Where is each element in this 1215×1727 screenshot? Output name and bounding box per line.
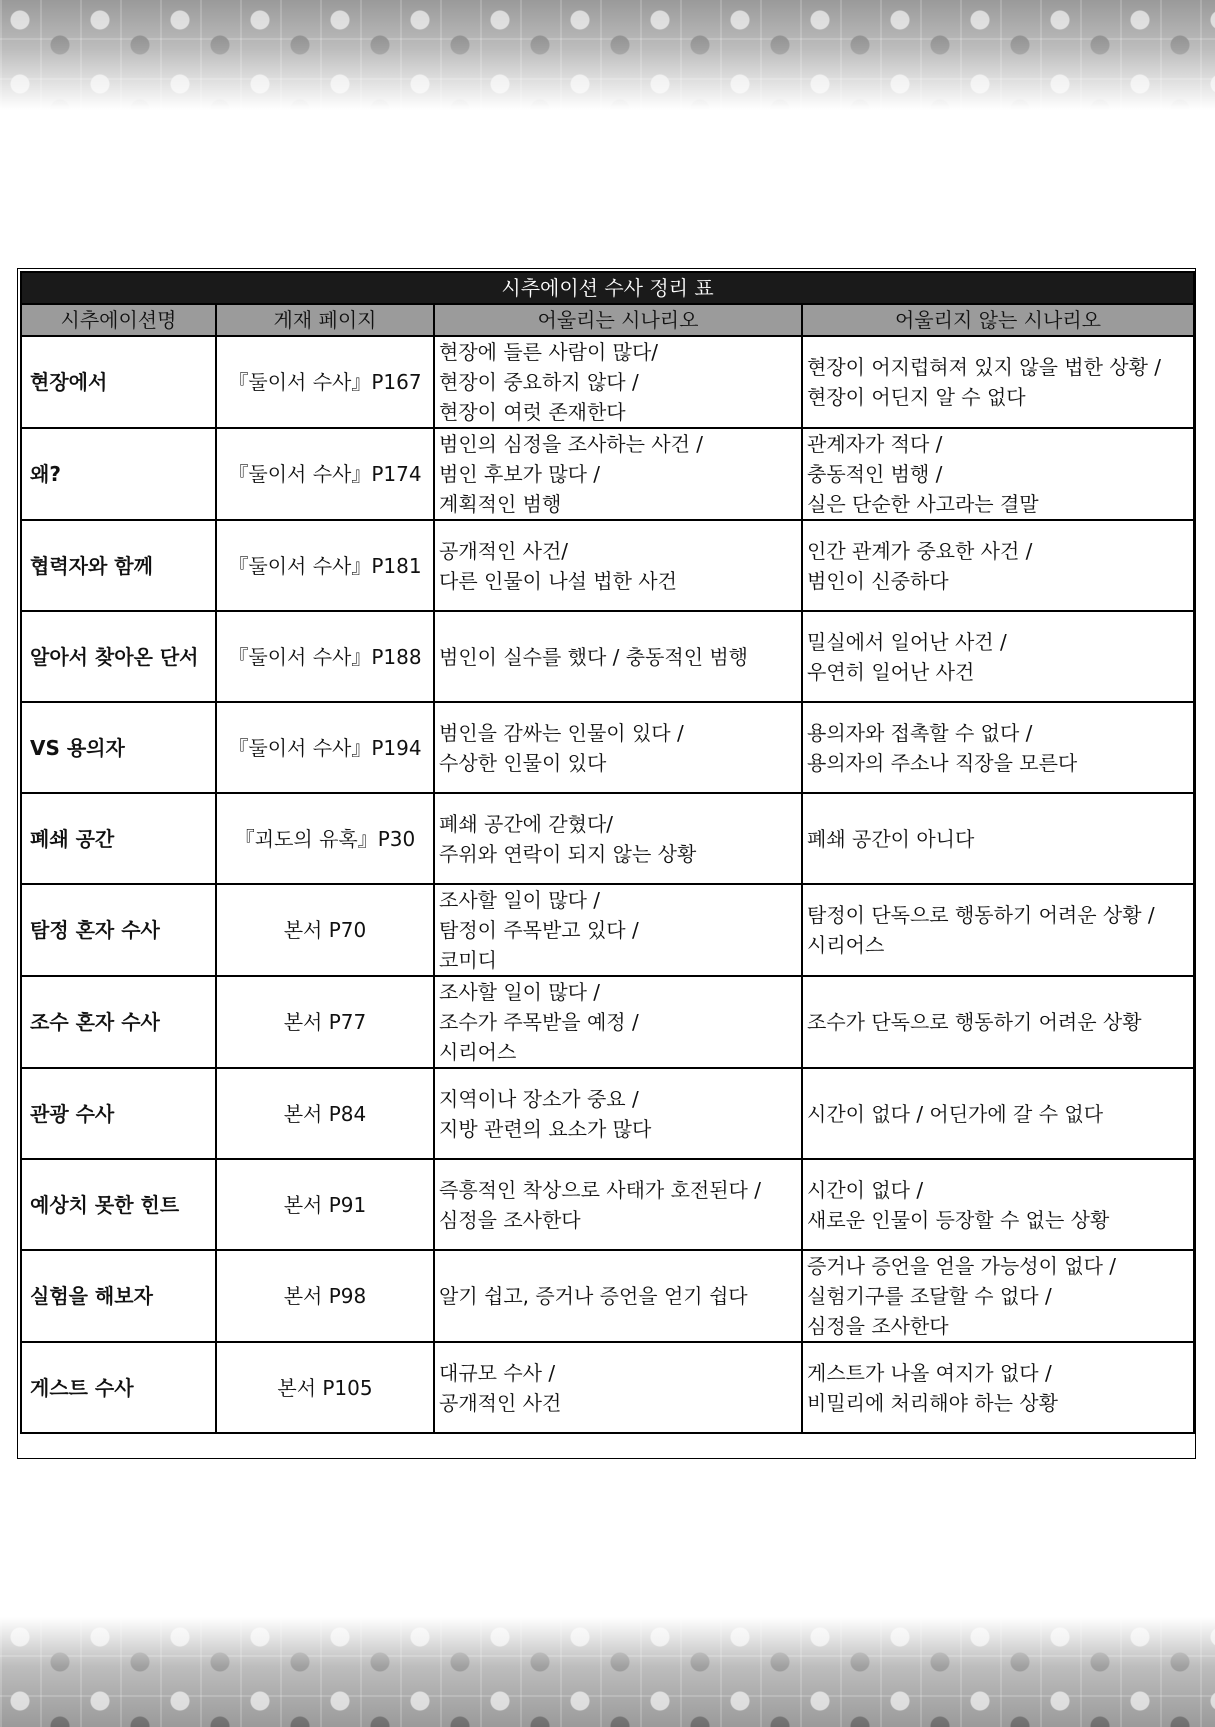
unsuitable-scenario: 시간이 없다 / 어딘가에 갈 수 없다 xyxy=(802,1068,1194,1159)
table-title: 시추에이션 수사 정리 표 xyxy=(21,272,1194,304)
unsuitable-scenario: 관계자가 적다 / 충동적인 범행 / 실은 단순한 사고라는 결말 xyxy=(802,428,1194,520)
situation-name: VS 용의자 xyxy=(21,702,216,793)
situation-name: 현장에서 xyxy=(21,336,216,428)
situation-summary-table xyxy=(20,271,1195,1434)
page-reference: 『둘이서 수사』P194 xyxy=(216,702,434,793)
situation-table-frame xyxy=(17,268,1196,1459)
table-row xyxy=(21,702,1194,793)
page-reference: 『둘이서 수사』P181 xyxy=(216,520,434,611)
situation-name: 협력자와 함께 xyxy=(21,520,216,611)
header-unsuitable-scenario: 어울리지 않는 시나리오 xyxy=(802,304,1194,336)
page-reference: 본서 P91 xyxy=(216,1159,434,1250)
header-page: 게재 페이지 xyxy=(216,304,434,336)
suitable-scenario: 조사할 일이 많다 / 조수가 주목받을 예정 / 시리어스 xyxy=(434,976,802,1068)
table-row xyxy=(21,611,1194,702)
table-row xyxy=(21,520,1194,611)
unsuitable-scenario: 폐쇄 공간이 아니다 xyxy=(802,793,1194,884)
situation-name: 탐정 혼자 수사 xyxy=(21,884,216,976)
table-row xyxy=(21,428,1194,520)
page-reference: 『둘이서 수사』P188 xyxy=(216,611,434,702)
unsuitable-scenario: 용의자와 접촉할 수 없다 / 용의자의 주소나 직장을 모른다 xyxy=(802,702,1194,793)
suitable-scenario: 공개적인 사건/ 다른 인물이 나설 법한 사건 xyxy=(434,520,802,611)
suitable-scenario: 즉흥적인 착상으로 사태가 호전된다 / 심정을 조사한다 xyxy=(434,1159,802,1250)
situation-name: 알아서 찾아온 단서 xyxy=(21,611,216,702)
page-reference: 본서 P77 xyxy=(216,976,434,1068)
situation-name: 폐쇄 공간 xyxy=(21,793,216,884)
header-situation-name: 시추에이션명 xyxy=(21,304,216,336)
table-row xyxy=(21,793,1194,884)
unsuitable-scenario: 인간 관계가 중요한 사건 / 범인이 신중하다 xyxy=(802,520,1194,611)
situation-name: 게스트 수사 xyxy=(21,1342,216,1433)
suitable-scenario: 범인을 감싸는 인물이 있다 / 수상한 인물이 있다 xyxy=(434,702,802,793)
table-row xyxy=(21,976,1194,1068)
table-row xyxy=(21,1250,1194,1342)
suitable-scenario: 대규모 수사 / 공개적인 사건 xyxy=(434,1342,802,1433)
situation-name: 관광 수사 xyxy=(21,1068,216,1159)
unsuitable-scenario: 현장이 어지럽혀져 있지 않을 법한 상황 / 현장이 어딘지 알 수 없다 xyxy=(802,336,1194,428)
unsuitable-scenario: 시간이 없다 / 새로운 인물이 등장할 수 없는 상황 xyxy=(802,1159,1194,1250)
suitable-scenario: 현장에 들른 사람이 많다/ 현장이 중요하지 않다 / 현장이 여럿 존재한다 xyxy=(434,336,802,428)
page-reference: 『둘이서 수사』P167 xyxy=(216,336,434,428)
table-row xyxy=(21,884,1194,976)
situation-name: 실험을 해보자 xyxy=(21,1250,216,1342)
situation-name: 조수 혼자 수사 xyxy=(21,976,216,1068)
header-suitable-scenario: 어울리는 시나리오 xyxy=(434,304,802,336)
unsuitable-scenario: 조수가 단독으로 행동하기 어려운 상황 xyxy=(802,976,1194,1068)
unsuitable-scenario: 게스트가 나올 여지가 없다 / 비밀리에 처리해야 하는 상황 xyxy=(802,1342,1194,1433)
page-reference: 『괴도의 유혹』P30 xyxy=(216,793,434,884)
unsuitable-scenario: 탐정이 단독으로 행동하기 어려운 상황 / 시리어스 xyxy=(802,884,1194,976)
page-reference: 『둘이서 수사』P174 xyxy=(216,428,434,520)
table-row xyxy=(21,336,1194,428)
situation-name: 예상치 못한 힌트 xyxy=(21,1159,216,1250)
suitable-scenario: 범인의 심정을 조사하는 사건 / 범인 후보가 많다 / 계획적인 범행 xyxy=(434,428,802,520)
suitable-scenario: 지역이나 장소가 중요 / 지방 관련의 요소가 많다 xyxy=(434,1068,802,1159)
puzzle-pattern-top xyxy=(0,0,1215,110)
page-reference: 본서 P70 xyxy=(216,884,434,976)
suitable-scenario: 알기 쉽고, 증거나 증언을 얻기 쉽다 xyxy=(434,1250,802,1342)
unsuitable-scenario: 증거나 증언을 얻을 가능성이 없다 / 실험기구를 조달할 수 없다 / 심정을 조사한다 xyxy=(802,1250,1194,1342)
page-reference: 본서 P84 xyxy=(216,1068,434,1159)
suitable-scenario: 범인이 실수를 했다 / 충동적인 범행 xyxy=(434,611,802,702)
situation-name: 왜? xyxy=(21,428,216,520)
page-reference: 본서 P98 xyxy=(216,1250,434,1342)
unsuitable-scenario: 밀실에서 일어난 사건 / 우연히 일어난 사건 xyxy=(802,611,1194,702)
page-reference: 본서 P105 xyxy=(216,1342,434,1433)
suitable-scenario: 조사할 일이 많다 / 탐정이 주목받고 있다 / 코미디 xyxy=(434,884,802,976)
suitable-scenario: 폐쇄 공간에 갇혔다/ 주위와 연락이 되지 않는 상황 xyxy=(434,793,802,884)
puzzle-pattern-bottom xyxy=(0,1617,1215,1727)
table-row xyxy=(21,1068,1194,1159)
table-row xyxy=(21,1342,1194,1433)
table-row xyxy=(21,1159,1194,1250)
